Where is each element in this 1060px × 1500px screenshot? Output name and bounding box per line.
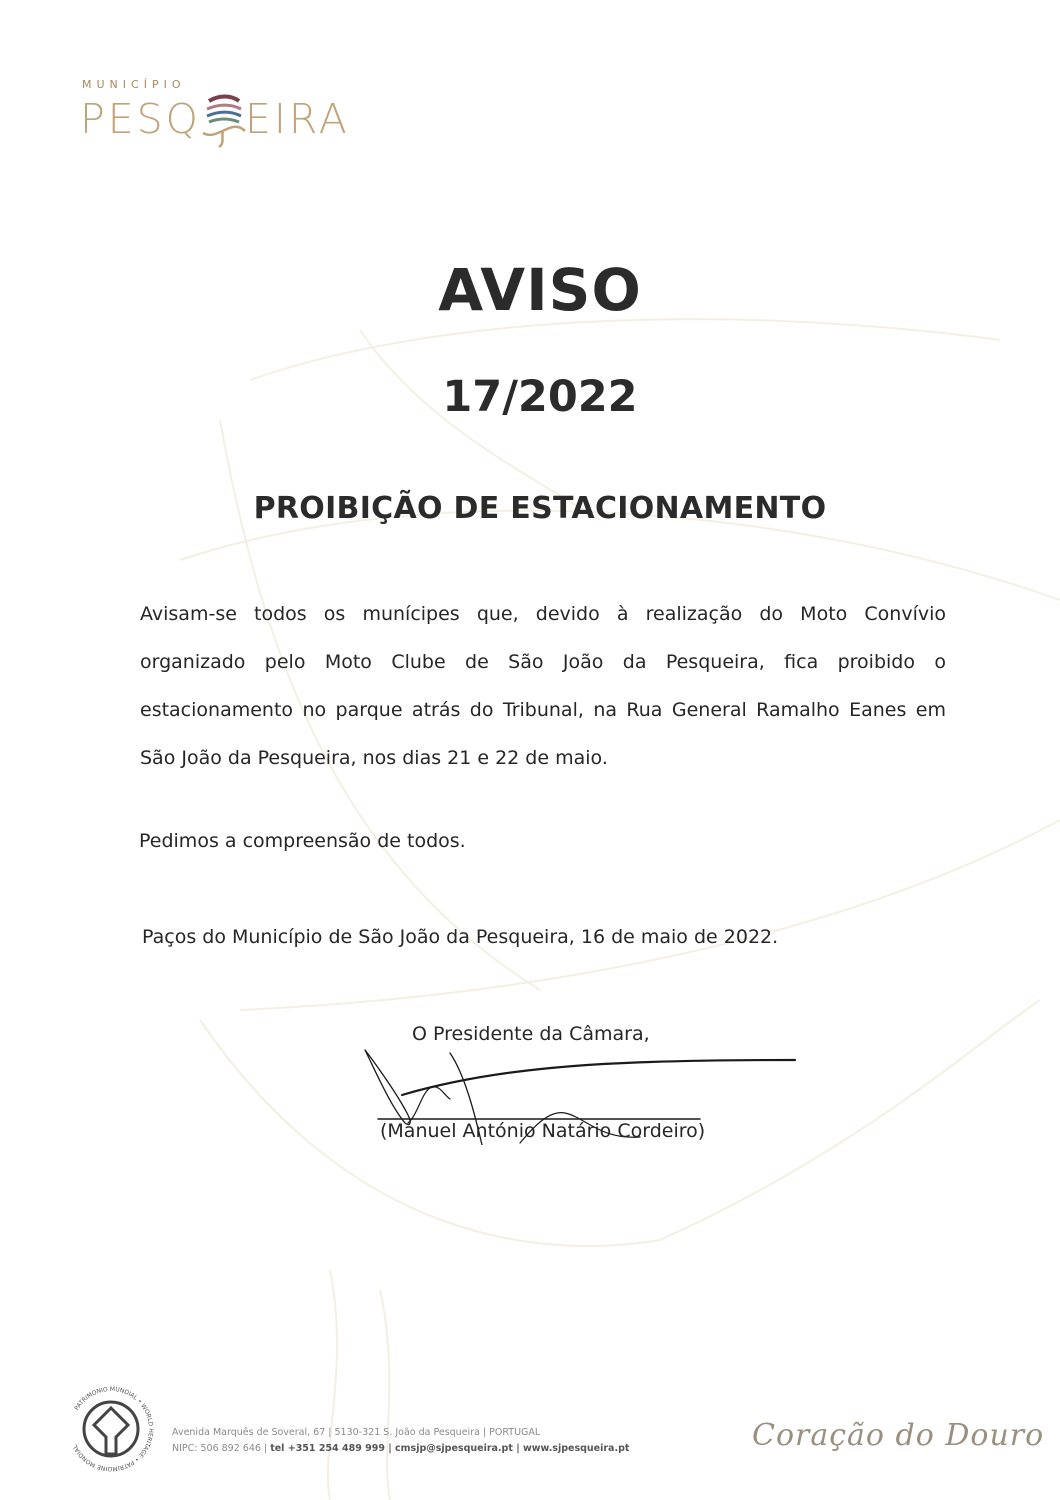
closing-text: Pedimos a compreensão de todos. <box>139 830 466 852</box>
municipality-logo <box>80 78 350 149</box>
slogan-coracao-do-douro: Coração do Douro <box>752 1418 1045 1453</box>
signatory-name: (Manuel António Natário Cordeiro) <box>380 1120 706 1142</box>
footer-contact <box>172 1425 629 1457</box>
notice-body: Avisam-se todos os munícipes que, devido à realização do Moto Convívio organizado pelo Moto Clube de São João da Pesqueira, fica proibido o estacionamento no parque atrás do Tribunal, na Rua General Ramalho Eanes em São João da Pesqueira, nos dias 21 e 22 de maio. <box>140 603 946 769</box>
footer-nipc: NIPC: 506 892 646 | <box>172 1443 268 1454</box>
signatory-role: O Presidente da Câmara, <box>412 1023 650 1045</box>
notice-number: 17/2022 <box>442 372 638 422</box>
place-date: Paços do Município de São João da Pesqueira, 16 de maio de 2022. <box>142 926 779 948</box>
notice-subject: PROIBIÇÃO DE ESTACIONAMENTO <box>253 491 827 526</box>
footer-address: Avenida Marquês de Soveral, 67 | 5130-321 S. João da Pesqueira | PORTUGAL <box>172 1427 541 1438</box>
svg-text:PATRIMONIO MUNDIAL • WORLD HER: PATRIMONIO MUNDIAL • WORLD HERITAGE • PATRIMOINE MONDIAL <box>71 1385 155 1473</box>
logo-text-left: PESQ <box>80 95 201 143</box>
notice-title: AVISO <box>438 256 642 324</box>
footer-contacts: tel +351 254 489 999 | cmsjp@sjpesqueira.pt | www.sjpesqueira.pt <box>270 1443 630 1454</box>
logo-municipio-label: MUNICÍPIO <box>82 78 186 91</box>
world-heritage-seal-icon <box>66 1384 156 1474</box>
wine-glass-emblem-icon <box>199 89 247 149</box>
logo-text-right: EIRA <box>244 95 350 143</box>
